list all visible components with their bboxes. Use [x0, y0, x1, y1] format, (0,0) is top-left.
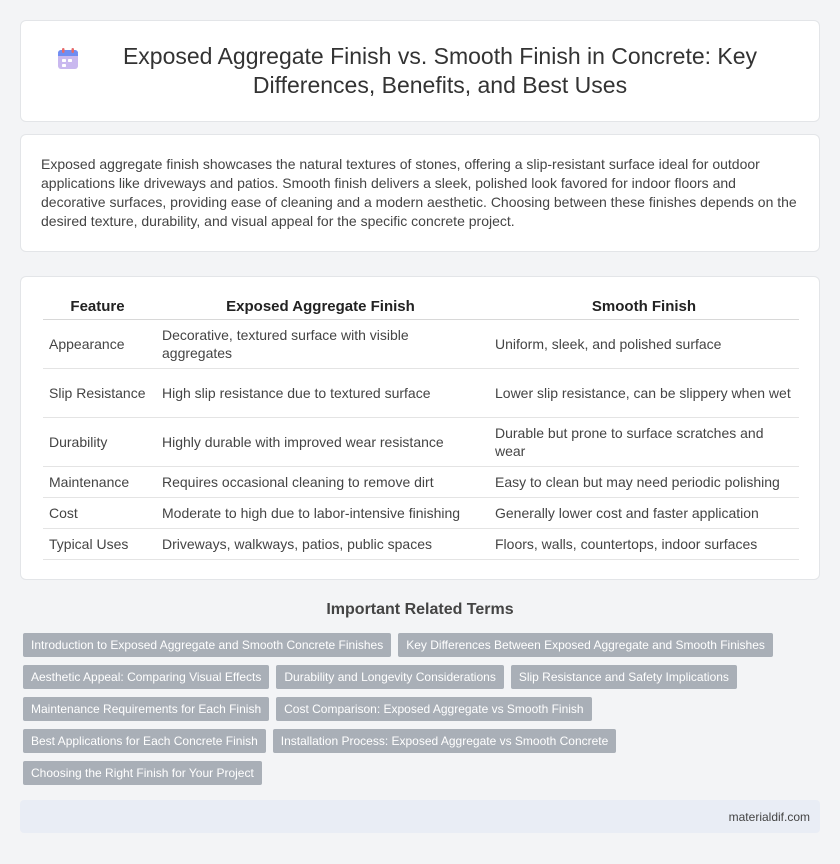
footer-site-link[interactable]: materialdif.com — [728, 809, 810, 824]
cell-feature: Maintenance — [43, 466, 152, 497]
related-term-tag[interactable]: Key Differences Between Exposed Aggregate and Smooth Finishes — [398, 633, 773, 657]
cell-smooth: Durable but prone to surface scratches and wear — [485, 417, 799, 466]
table-row — [43, 368, 799, 417]
header-card — [20, 20, 820, 122]
cell-smooth: Uniform, sleek, and polished surface — [485, 319, 799, 368]
cell-feature: Appearance — [43, 319, 152, 368]
cell-feature: Slip Resistance — [43, 368, 152, 417]
comparison-table — [43, 295, 799, 560]
cell-exposed: Driveways, walkways, patios, public spaces — [152, 528, 485, 559]
table-row — [43, 417, 799, 466]
cell-smooth: Lower slip resistance, can be slippery when wet — [485, 368, 799, 417]
cell-exposed: Highly durable with improved wear resistance — [152, 417, 485, 466]
related-term-tag[interactable]: Durability and Longevity Considerations — [276, 665, 503, 689]
cell-exposed: High slip resistance due to textured surface — [152, 368, 485, 417]
table-row — [43, 528, 799, 559]
cell-smooth: Floors, walls, countertops, indoor surfaces — [485, 528, 799, 559]
related-term-tag[interactable]: Choosing the Right Finish for Your Project — [23, 761, 262, 785]
table-row — [43, 466, 799, 497]
table-header-row — [43, 295, 799, 319]
comparison-card — [20, 276, 820, 580]
related-term-tag[interactable]: Aesthetic Appeal: Comparing Visual Effects — [23, 665, 269, 689]
table-row — [43, 319, 799, 368]
intro-paragraph: Exposed aggregate finish showcases the natural textures of stones, offering a slip-resistant surface ideal for outdoor applications like driveways and patios. Smooth finish delivers a sleek, polished look favored for indoor floors and decorative surfaces, providing ease of cleaning and a modern aesthetic. Choosing between these finishes depends on the desired texture, durability, and visual appeal for the specific concrete project. — [41, 156, 797, 229]
cell-smooth: Easy to clean but may need periodic polishing — [485, 466, 799, 497]
cell-feature: Cost — [43, 497, 152, 528]
related-terms-list — [23, 633, 823, 793]
related-term-tag[interactable]: Cost Comparison: Exposed Aggregate vs Smooth Finish — [276, 697, 591, 721]
header-feature: Feature — [43, 295, 152, 319]
cell-feature: Durability — [43, 417, 152, 466]
related-term-tag[interactable]: Introduction to Exposed Aggregate and Smooth Concrete Finishes — [23, 633, 391, 657]
cell-exposed: Moderate to high due to labor-intensive finishing — [152, 497, 485, 528]
header-exposed-aggregate: Exposed Aggregate Finish — [152, 295, 485, 319]
cell-exposed: Decorative, textured surface with visible aggregates — [152, 319, 485, 368]
intro-card — [20, 134, 820, 252]
related-term-tag[interactable]: Installation Process: Exposed Aggregate vs Smooth Concrete — [273, 729, 617, 753]
page-title: Exposed Aggregate Finish vs. Smooth Finish in Concrete: Key Differences, Benefits, and Best Uses — [122, 43, 758, 98]
cell-smooth: Generally lower cost and faster application — [485, 497, 799, 528]
related-term-tag[interactable]: Best Applications for Each Concrete Finish — [23, 729, 266, 753]
footer — [20, 800, 820, 833]
header-smooth: Smooth Finish — [485, 295, 799, 319]
cell-feature: Typical Uses — [43, 528, 152, 559]
related-term-tag[interactable]: Slip Resistance and Safety Implications — [511, 665, 737, 689]
calendar-icon — [55, 46, 81, 72]
related-term-tag[interactable]: Maintenance Requirements for Each Finish — [23, 697, 269, 721]
cell-exposed: Requires occasional cleaning to remove dirt — [152, 466, 485, 497]
related-terms-title: Important Related Terms — [326, 601, 514, 618]
table-row — [43, 497, 799, 528]
